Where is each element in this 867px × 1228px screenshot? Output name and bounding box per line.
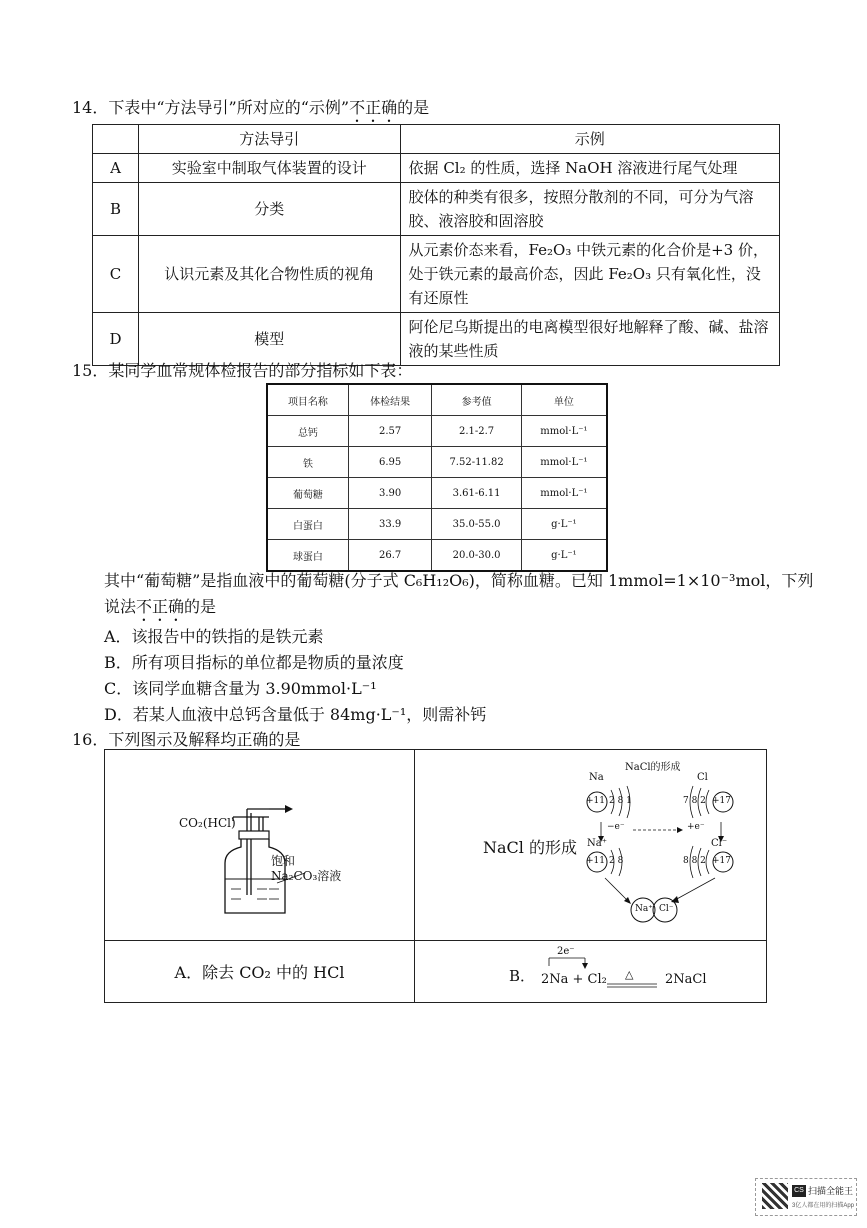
nacl-diagram: NaCl的形成 Na Cl +11 +17 2 8 1 7 8 2 −e⁻ +e⁻ Na⁺ Cl⁻ +11 +17 2 8 8 8 2 Na⁺ Cl⁻: [575, 758, 755, 934]
heat-symbol: △: [625, 968, 634, 981]
liquid-label-1: 饱和: [271, 854, 296, 868]
row-label: C: [93, 236, 139, 313]
table-row: 球蛋白 26.7 20.0-30.0 g·L⁻¹: [267, 540, 607, 572]
q15-option-d: D．若某人血液中总钙含量低于 84mg·L⁻¹，则需补钙: [104, 705, 487, 724]
row-method: 认识元素及其化合物性质的视角: [138, 236, 400, 313]
qr-code-icon: [762, 1183, 788, 1209]
lose-electron: −e⁻: [607, 822, 625, 832]
gas-label: CO₂(HCl): [179, 816, 236, 830]
header-example: 示例: [400, 125, 779, 154]
q15-title: 15．某同学血常规体检报告的部分指标如下表：: [72, 361, 413, 380]
gain-electron: +e⁻: [687, 822, 705, 832]
table-row: 总钙 2.57 2.1-2.7 mmol·L⁻¹: [267, 416, 607, 447]
na-ion-label: Na⁺: [587, 838, 607, 849]
watermark-app-name: 扫描全能王: [808, 1186, 854, 1196]
table-row: 铁 6.95 7.52-11.82 mmol·L⁻¹: [267, 447, 607, 478]
q15-option-a: A．该报告中的铁指的是铁元素: [104, 627, 324, 646]
row-label: B: [93, 183, 139, 236]
nacl-formation-label: NaCl 的形成: [483, 838, 577, 857]
equation-right: 2NaCl: [665, 972, 707, 987]
row-label: A: [93, 154, 139, 183]
cs-logo-icon: CS: [792, 1185, 806, 1197]
table-header-row: 项目名称 体检结果 参考值 单位: [267, 384, 607, 416]
liquid-label-2: Na₂CO₃溶液: [271, 869, 342, 883]
watermark-sub: 3亿人都在用的扫描App: [792, 1203, 855, 1209]
table-row: [93, 313, 780, 366]
row-example: 胶体的种类有很多，按照分散剂的不同，可分为气溶胶、液溶胶和固溶胶: [400, 183, 779, 236]
q15-option-c: C．该同学血糖含量为 3.90mmol·L⁻¹: [104, 679, 377, 698]
cell-a-figure: [105, 750, 414, 940]
q14-table: [92, 124, 780, 366]
table-header-row: [93, 125, 780, 154]
q16-title: 16．下列图示及解释均正确的是: [72, 730, 301, 749]
cl-ion-shells: 8 8 2: [683, 856, 706, 866]
row-method: 模型: [138, 313, 400, 366]
table-row: 葡萄糖 3.90 3.61-6.11 mmol·L⁻¹: [267, 478, 607, 509]
table-row: [93, 154, 780, 183]
q15-table: [266, 383, 608, 572]
equation: [541, 946, 741, 996]
cl-shells: 7 8 2: [683, 796, 706, 806]
row-label: D: [93, 313, 139, 366]
table-row: [93, 236, 780, 313]
gas-washing-bottle-diagram: [165, 795, 365, 925]
row-method: 实验室中制取气体装置的设计: [138, 154, 400, 183]
equation-left: 2Na + Cl₂: [541, 972, 607, 987]
cell-b-caption-label: B．: [509, 967, 536, 985]
row-method: 分类: [138, 183, 400, 236]
header-method: 方法导引: [138, 125, 400, 154]
q15-option-b: B．所有项目指标的单位都是物质的量浓度: [104, 653, 404, 672]
transfer-label: 2e⁻: [557, 946, 575, 957]
row-example: 从元素价态来看，Fe₂O₃ 中铁元素的化合价是+3 价，处于铁元素的最高价态，因此 Fe₂O₃ 只有氧化性，没有还原性: [400, 236, 779, 313]
na-ion-shells: 2 8: [609, 856, 624, 866]
table-row: [93, 183, 780, 236]
q16-figure-table: [104, 749, 767, 1003]
table-row: 白蛋白 33.9 35.0-55.0 g·L⁻¹: [267, 509, 607, 540]
header-blank: [93, 125, 139, 154]
q15-paragraph-line2: 说法不正确的是: [104, 597, 217, 616]
row-example: 依据 Cl₂ 的性质，选择 NaOH 溶液进行尾气处理: [400, 154, 779, 183]
q14-title: 14．下表中“方法导引”所对应的“示例”不正确的是: [72, 98, 430, 117]
divider: [414, 750, 415, 1002]
cl-ion-label: Cl⁻: [711, 838, 728, 849]
cl-nucleus: +17: [712, 796, 731, 806]
na-shells: 2 8 1: [609, 796, 632, 806]
scanner-watermark: [755, 1178, 857, 1216]
q15-paragraph-line1: 其中“葡萄糖”是指血液中的葡萄糖(分子式 C₆H₁₂O₆)，简称血糖。已知 1mmol=1×10⁻³mol，下列: [104, 571, 814, 590]
cell-a-caption: A．除去 CO₂ 中的 HCl: [174, 963, 345, 982]
row-example: 阿伦尼乌斯提出的电离模型很好地解释了酸、碱、盐溶液的某些性质: [400, 313, 779, 366]
na-nucleus: +11: [586, 796, 605, 806]
